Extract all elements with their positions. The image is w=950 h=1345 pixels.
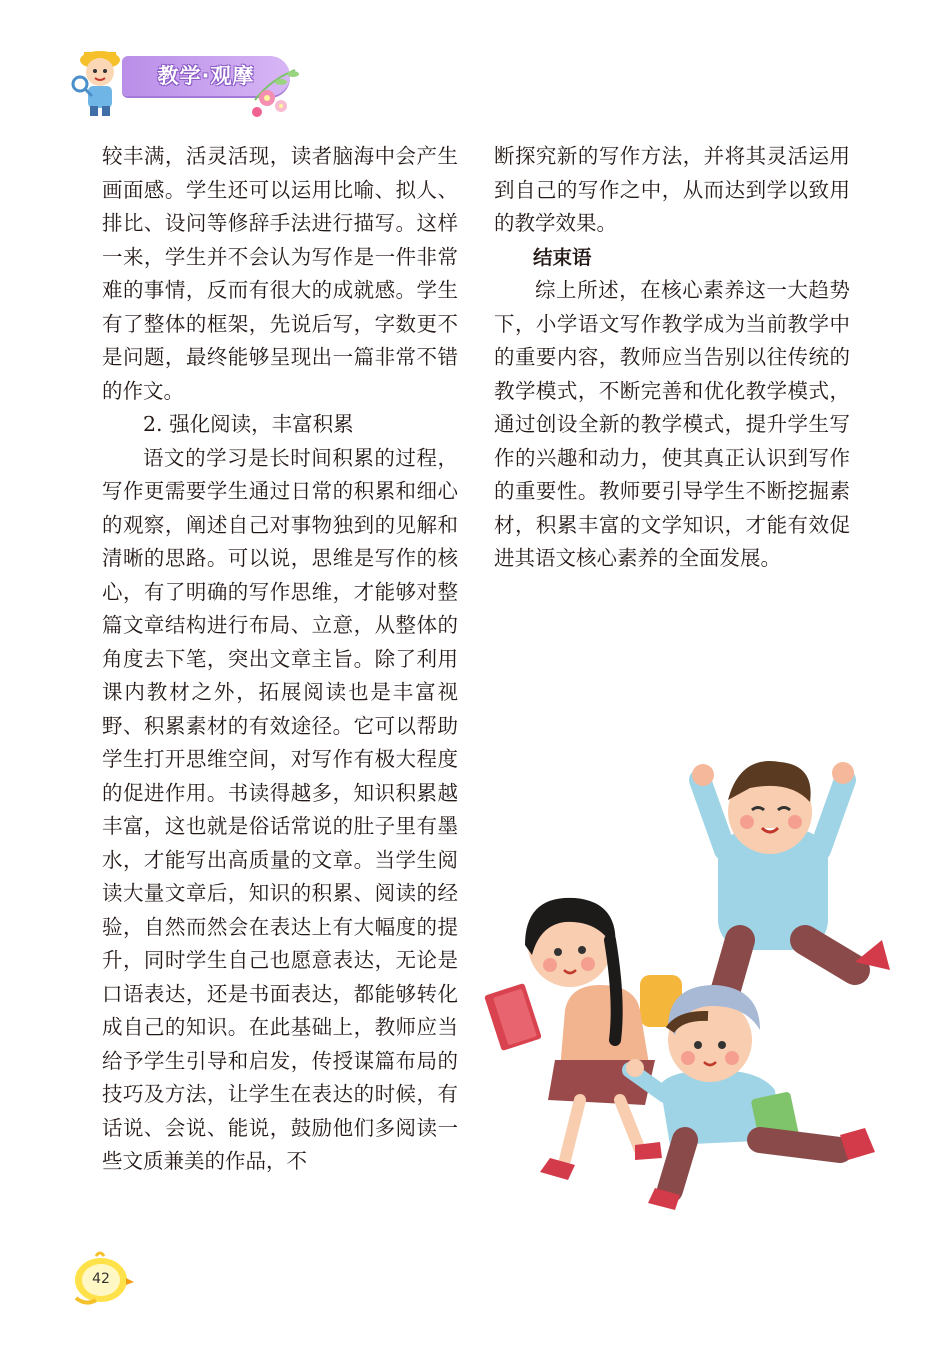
left-column [102, 140, 458, 1179]
page-number: 42 [92, 1271, 110, 1287]
section-heading: 结束语 [533, 245, 592, 269]
paragraph: 较丰满，活灵活现，读者脑海中会产生画面感。学生还可以运用比喻、拟人、排比、设问等修辞手法进行描写。这样一来，学生并不会认为写作是一件非常难的事情，反而有很大的成就感。学生有了整体的框架，先说后写，字数更不是问题，最终能够呈现出一篇非常不错的作文。 [102, 144, 458, 403]
children-illustration [470, 740, 910, 1210]
girl-running-figure [484, 898, 682, 1180]
right-column [494, 140, 850, 576]
page-number-badge [66, 1250, 136, 1310]
section-header [70, 40, 300, 120]
paragraph: 语文的学习是长时间积累的过程，写作更需要学生通过日常的积累和细心的观察，阐述自己对事物独到的见解和清晰的思路。可以说，思维是写作的核心，有了明确的写作思维，才能够对整篇文章结构进行布局、立意，从整体的角度去下笔，突出文章主旨。除了利用课内教材之外，拓展阅读也是丰富视野、积累素材的有效途径。它可以帮助学生打开思维空间，对写作有极大程度的促进作用。书读得越多，知识积累越丰富，这也就是俗话常说的肚子里有墨水，才能写出高质量的文章。当学生阅读大量文章后，知识的积累、阅读的经验，自然而然会在表达上有大幅度的提升，同时学生自己也愿意表达，无论是口语表达，还是书面表达，都能够转化成自己的知识。在此基础上，教师应当给予学生引导和启发，传授谋篇布局的技巧及方法，让学生在表达的时候，有话说、会说、能说，鼓励他们多阅读一些文质兼美的作品，不 [102, 445, 458, 1173]
paragraph: 断探究新的写作方法，并将其灵活运用到自己的写作之中，从而达到学以致用的教学效果。 [494, 144, 850, 235]
paragraph: 综上所述，在核心素养这一大趋势下，小学语文写作教学成为当前教学中的重要内容，教师应当告别以往传统的教学模式，不断完善和优化教学模式，通过创设全新的教学模式，提升学生写作的兴趣和动力，使其真正认识到写作的重要性。教师要引导学生不断挖掘素材，积累丰富的文学知识，才能有效促进其语文核心素养的全面发展。 [494, 278, 850, 570]
flower-cluster-icon [245, 60, 305, 120]
section-title: 教学·观摩 [157, 64, 255, 88]
subheading: 2. 强化阅读，丰富积累 [143, 412, 354, 436]
